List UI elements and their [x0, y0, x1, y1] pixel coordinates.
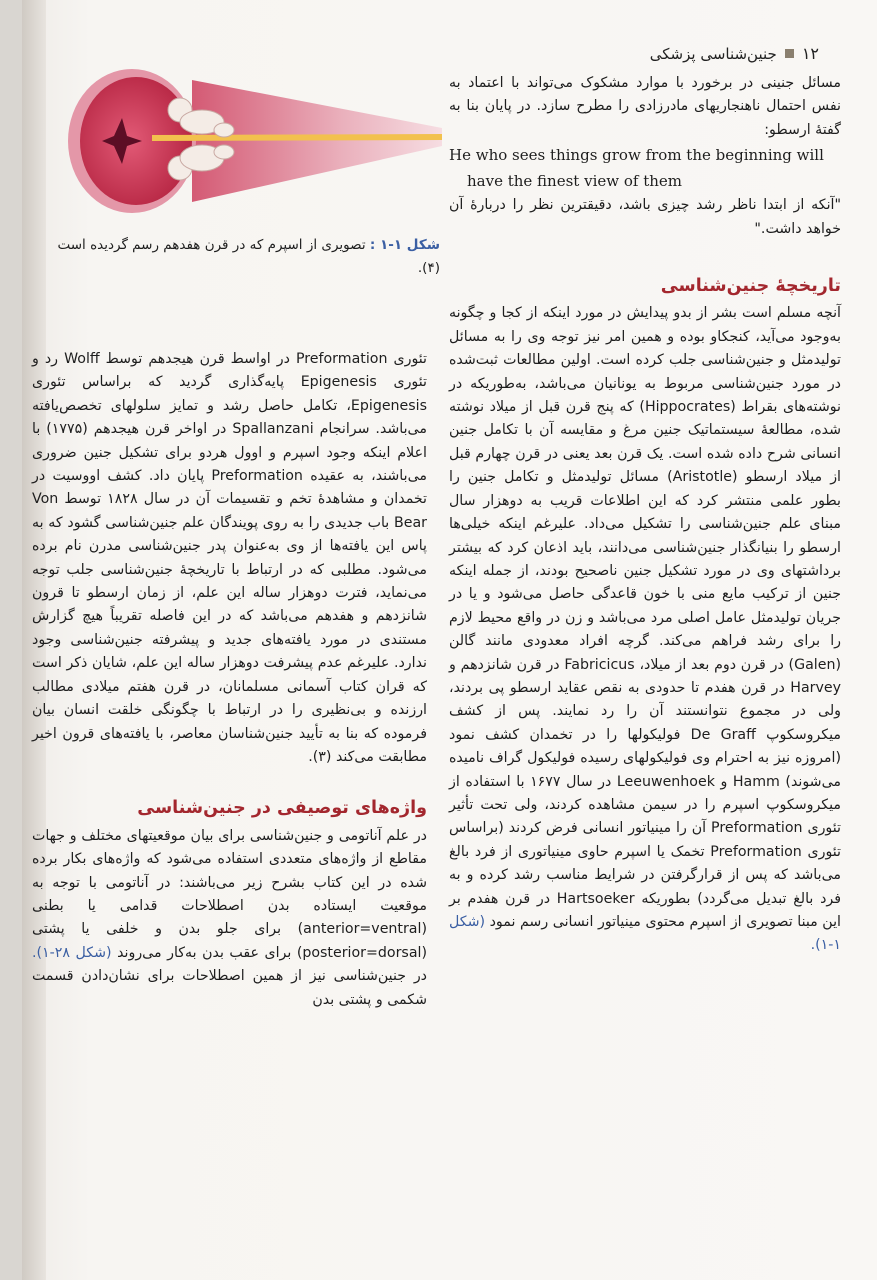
figure-caption [40, 234, 440, 280]
right-column [449, 72, 841, 958]
left-column [32, 348, 427, 1012]
history-paragraph-2: تئوری Preformation در اواسط قرن هیجدهم توسط Wolff رد و تئوری Epigenesis پایه‌گذاری گردید که براساس تئوری Epigenesis، تکامل حاصل رشد و تمایز سلولهای تخصص‌یافته می‌باشد. سرانجام Spallanzani در اواخر قرن هیجدهم (۱۷۷۵) با اعلام اینکه وجود اسپرم و اوول هردو برای تشکیل جنین ضروری می‌باشند، به عقیده Preformation پایان داد. کشف اووسیت در تخمدان و مشاهدهٔ تخم و تقسیمات آن در سال ۱۸۲۸ توسط Von Bear باب جدیدی را به روی پویندگان علم جنین‌شناسی گشود که به پاس این یافته‌ها از وی به‌عنوان پدر جنین‌شناسی مدرن نام برده می‌شود. مطلبی که در ارتباط با تاریخچهٔ جنین‌شناسی جلب توجه می‌نماید، فترت دوهزار ساله این علم، از زمان ارسطو تا قرون شانزدهم و هفدهم می‌باشد که در این فاصله تقریباً هیچ گزارش مستندی در مورد یافته‌های جدید و پیشرفته جنین‌شناسی وجود ندارد. علیرغم عدم پیشرفت دوهزار ساله این علم، شایان ذکر است که قران کتاب آسمانی مسلمانان، در قرن هفتم میلادی مطالب ارزنده و بی‌نظیری را در ارتباط با چگونگی خلقت انسان بیان فرموده که بنا به تأیید جنین‌شناسان معاصر، با یافته‌های قرون اخیر مطابقت می‌کند (۳). [32, 351, 428, 765]
quote-fa: "آنکه از ابتدا ناظر رشد چیزی باشد، دقیقترین نظر را دربارهٔ آن خواهد داشت." [449, 197, 841, 237]
terms-figure-reference: (شکل ۲۸-۱). [32, 944, 112, 961]
history-heading: تاریخچهٔ جنین‌شناسی [660, 276, 841, 297]
terms-heading: واژه‌های توصیفی در جنین‌شناسی [137, 798, 427, 819]
sperm-tail [152, 134, 442, 141]
book-page [22, 0, 877, 1280]
figure-reference: (شکل ۱-۱). [449, 914, 841, 954]
terms-text-cont: در جنین‌شناسی نیز از همین اصطلاحات برای نشان‌دادن قسمت شکمی و پشتی بدن [32, 968, 427, 1008]
quote-en-line1: He who sees things grow from the beginning will [449, 146, 824, 165]
history-paragraph-1 [449, 302, 841, 957]
sperm-tail-cone [192, 80, 442, 202]
page-number: ۱۲ [801, 44, 819, 63]
figure-caption-text: تصویری از اسپرم که در قرن هفدهم رسم گردیده است (۴). [57, 237, 440, 276]
history-text: آنچه مسلم است بشر از بدو پیدایش در مورد اینکه از کجا و چگونه به‌وجود می‌آید، کنجکاو بوده و همین امر نیز توجه وی را به مسائل تولیدمثل و جنین‌شناسی جلب کرده است. اولین مطالعات ثبت‌شده در مورد جنین‌شناسی مربوط به یونانیان می‌باشد، به‌طوریکه در نوشته‌های بقراط (Hippocrates) که پنج قرن قبل از میلاد نوشته شده، مطالعهٔ سیستماتیک جنین مرغ و مقایسه آن با تکامل جنین انسانی شرح داده شده است. یک قرن بعد یعنی در قرن چهارم قبل از میلاد ارسطو (Aristotle) مسائل تولیدمثل و تکامل جنین را بطور علمی منتشر کرد که این اطلاعات قریب به دوهزار سال مبنای علم جنین‌شناسی را تشکیل می‌داد. علیرغم اینکه خیلی‌ها ارسطو را بنیانگذار جنین‌شناسی می‌دانند، باید اذعان کرد که بیشتر برداشتهای وی در مورد تشکیل جنین ناصحیح بودند، از جمله اینکه جنین از ترکیب مایع منی با خون قاعدگی حاصل می‌شود و یا در جریان تولیدمثل عامل اصلی مرد می‌باشد و زن در واقع محیط لازم را برای رشد فراهم می‌کند. گرچه افراد معدودی مانند گالن (Galen) در قرن دوم بعد از میلاد، Fabricicus در قرن شانزدهم و Harvey در قرن هفدم تا حدودی به نقص عقاید ارسطو پی بردند، ولی در مجموع نتوانستند آن را رد نمایند. پس از کشف میکروسکوپ De Graff فولیکولها را در تخمدان کشف نمود (امروزه نیز به احترام وی فولیکولهای رسیده فولیکول گراف نامیده می‌شوند) Hamm و Leeuwenhoek در سال ۱۶۷۷ با استفاده از میکروسکوپ اسپرم را در سیمن مشاهده کردند، ولی تحت تأثیر تئوری Preformation آن را مینیاتور انسانی فرض کردند (براساس تئوری Preformation تخمک یا اسپرم حاوی مینیاتوری از فرد بالغ می‌باشد که پس از قرارگرفتن در شرایط مناسب رشد کرده و به فرد بالغ تبدیل می‌گردد) بطوریکه Hartsoeker در قرن هفدم بر این مبنا تصویری از اسپرم محتوی مینیاتور انسانی رسم نمود [449, 305, 842, 930]
header-square-icon [785, 49, 794, 58]
figure-label: شکل ۱-۱ : [369, 237, 440, 253]
terms-text: در علم آناتومی و جنین‌شناسی برای بیان موقعیتهای مختلف و جهات مقاطع از واژه‌های متعددی استفاده می‌شود که واژه‌های بکار برده شده در این کتاب بشرح زیر می‌باشند: در آناتومی با توجه به موقعیت ایستاده بدن اصطلاحات قدامی یا بطنی (anterior=ventral) برای جلو بدن و خلفی یا پشتی (posterior=dorsal) برای عقب بدن به‌کار می‌روند [32, 827, 427, 961]
sperm-homunculus-figure [52, 60, 442, 220]
terms-paragraph [32, 825, 427, 1012]
book-title: جنین‌شناسی پزشکی [649, 44, 777, 63]
intro-paragraph: مسائل جنینی در برخورد با موارد مشکوک می‌تواند با اعتماد به نفس احتمال ناهنجاریهای مادرزادی را مطرح سازد. در پایان بنا به گفتهٔ ارسطو: [449, 75, 841, 138]
quote-en-line2: have the finest view of them [467, 172, 682, 191]
running-header [650, 44, 819, 63]
